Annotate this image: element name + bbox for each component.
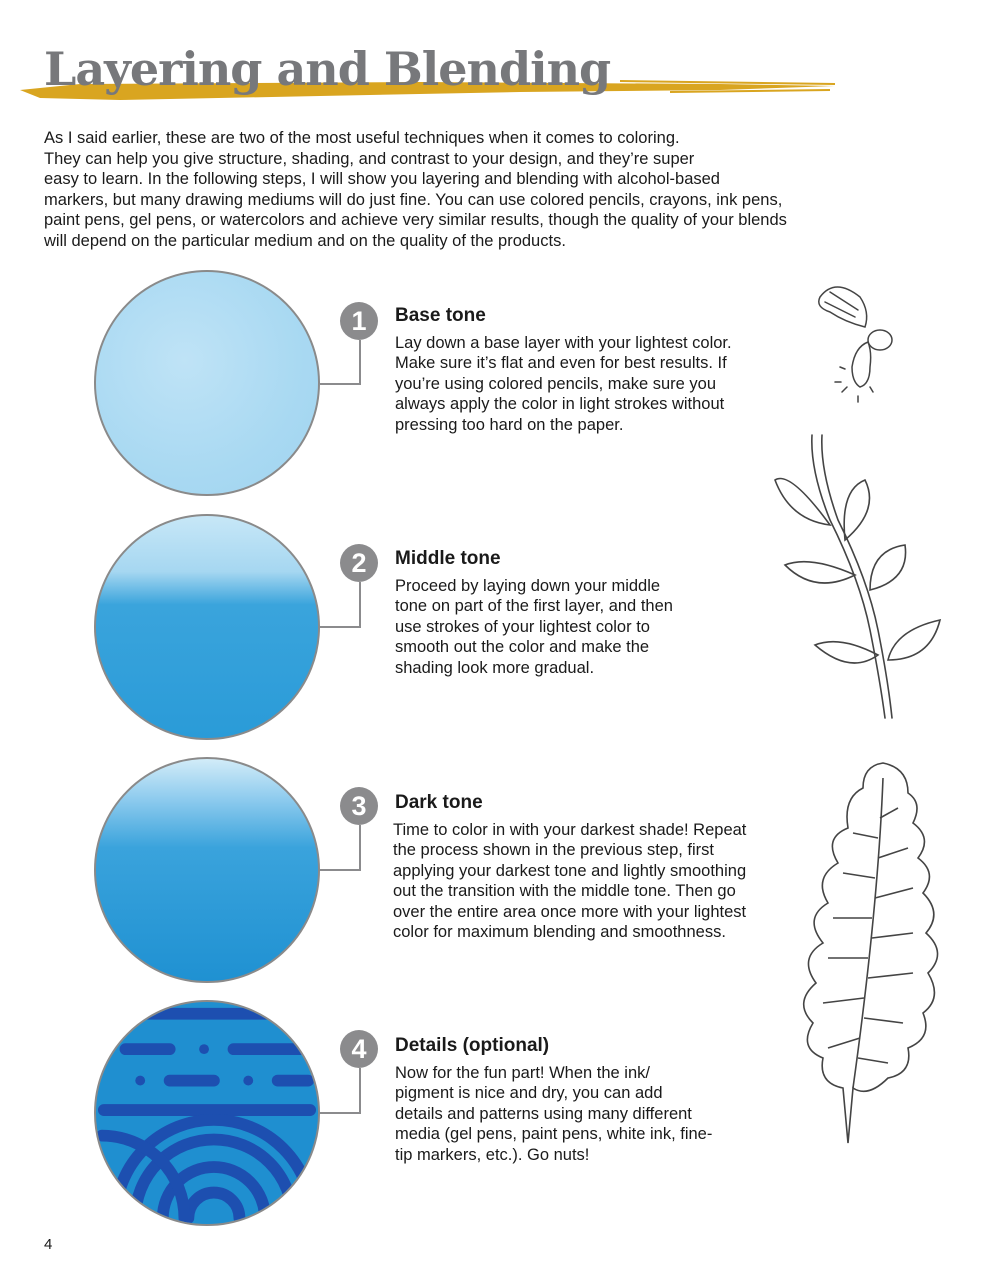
intro-line: They can help you give structure, shading, and contrast to your design, and they’re super: [44, 149, 695, 168]
connector-line: [320, 1068, 361, 1114]
oak-leaf-illustration: [798, 758, 958, 1148]
middle-tone-swatch: [94, 514, 320, 740]
step-badge: 2: [340, 544, 378, 582]
step-heading: Dark tone: [395, 792, 483, 813]
step-badge: 4: [340, 1030, 378, 1068]
pattern-illustration: [96, 1002, 318, 1224]
step-description: Proceed by laying down your middle tone on part of the first layer, and then use strokes of your lightest color to smooth out the color and make the shading look more gradual.: [395, 577, 673, 677]
connector-line: [320, 825, 361, 871]
details-swatch: [94, 1000, 320, 1226]
step-heading: Base tone: [395, 305, 486, 326]
page-title: Layering and Blending: [44, 42, 611, 96]
connector-line: [320, 340, 361, 385]
step-badge: 1: [340, 302, 378, 340]
step-description: Lay down a base layer with your lightest color. Make sure it’s flat and even for best results. If you’re using colored pencils, make sure you always apply the color in light strokes without pressing too hard on the paper.: [395, 334, 732, 434]
intro-line: markers, but many drawing mediums will do just fine. You can use colored pencils, crayons, ink pens,: [44, 190, 783, 209]
step-heading: Middle tone: [395, 548, 501, 569]
step-description: Now for the fun part! When the ink/ pigment is nice and dry, you can add details and patterns using many different media (gel pens, paint pens, white ink, fine- tip markers, etc.). Go nuts!: [395, 1064, 713, 1164]
intro-line: As I said earlier, these are two of the most useful techniques when it comes to coloring.: [44, 129, 680, 147]
step-heading: Details (optional): [395, 1035, 550, 1056]
step-badge: 3: [340, 787, 378, 825]
page-number: 4: [44, 1236, 53, 1253]
dark-tone-swatch: [94, 757, 320, 983]
intro-line: will depend on the particular medium and on the quality of the products.: [44, 231, 566, 250]
leafy-branch-illustration: [770, 430, 950, 722]
intro-line: paint pens, gel pens, or watercolors and achieve very similar results, though the quality of your blends: [44, 211, 787, 230]
intro-paragraph: [44, 128, 904, 252]
step-description: Time to color in with your darkest shade! Repeat the process shown in the previous step, first applying your darkest tone and lightly smoothing out the transition with the middle tone. Then go over the entire area once more with your lightest color for maximum blending and smoothness.: [393, 821, 747, 942]
firefly-illustration: [810, 272, 900, 412]
intro-line: easy to learn. In the following steps, I will show you layering and blending with alcohol-based: [44, 170, 720, 189]
base-tone-swatch: [94, 270, 320, 496]
connector-line: [320, 582, 361, 628]
